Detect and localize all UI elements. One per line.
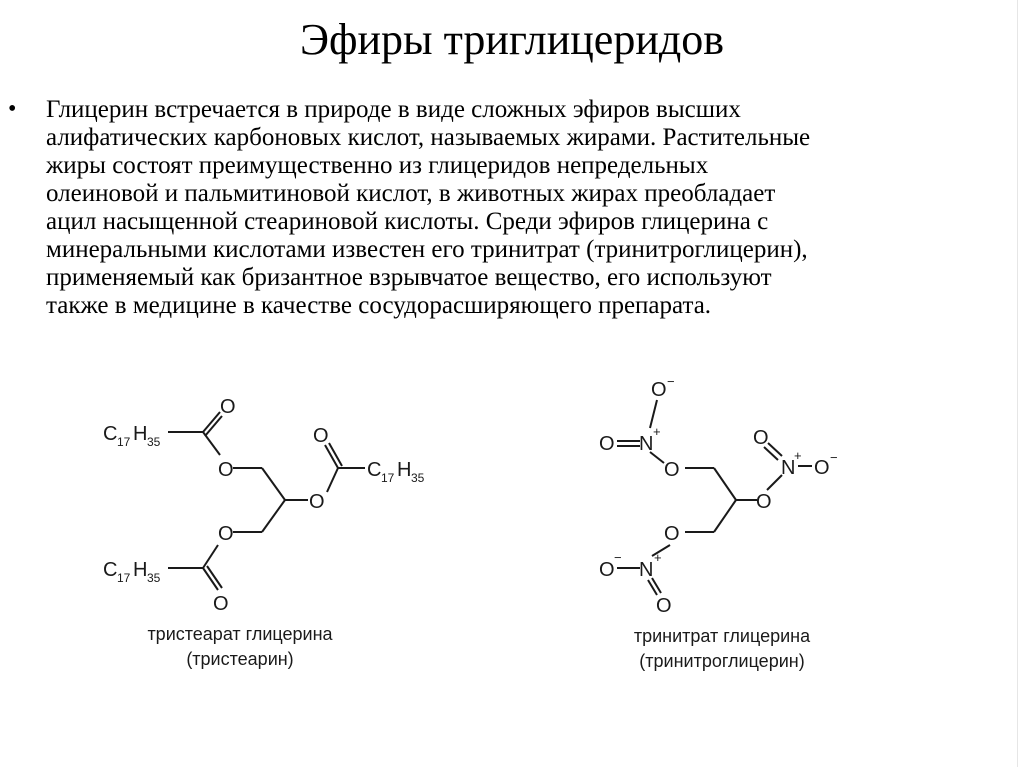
atom-label: O xyxy=(756,491,772,513)
paragraph-line: ацил насыщенной стеариновой кислоты. Среди эфиров глицерина с xyxy=(46,208,769,235)
atom-label: O xyxy=(599,433,615,455)
bullet-marker: • xyxy=(8,96,17,122)
atom-label: O xyxy=(651,379,667,401)
atom-label: H xyxy=(133,559,148,581)
tristearin-structure xyxy=(168,412,365,590)
charge-label: + xyxy=(654,550,662,565)
slide-title: Эфиры триглицеридов xyxy=(299,15,725,64)
trinitrate-caption xyxy=(592,624,852,674)
atom-label: O xyxy=(213,593,229,615)
charge-label: + xyxy=(794,448,802,463)
caption-line: тристеарат глицерина xyxy=(147,624,333,644)
paragraph-line: минеральными кислотами известен его тринитрат (тринитроглицерин), xyxy=(46,236,808,263)
atom-label: H xyxy=(133,423,148,445)
atom-subscript: 17 xyxy=(117,435,131,449)
atom-subscript: 35 xyxy=(411,471,425,485)
atom-label: O xyxy=(753,427,769,449)
atom-label: C xyxy=(367,459,382,481)
charge-label: − xyxy=(614,550,622,565)
atom-label: N xyxy=(639,559,654,581)
atom-label: H xyxy=(397,459,412,481)
atom-subscript: 35 xyxy=(147,435,161,449)
atom-label: N xyxy=(781,457,796,479)
atom-label: O xyxy=(664,523,680,545)
atom-label: O xyxy=(218,459,234,481)
charge-label: + xyxy=(653,424,661,439)
atom-label: C xyxy=(103,559,118,581)
tristearin-labels xyxy=(103,396,425,615)
atom-label: O xyxy=(599,559,615,581)
atom-subscript: 35 xyxy=(147,571,161,585)
atom-label: O xyxy=(814,457,830,479)
atom-label: C xyxy=(103,423,118,445)
charge-label: − xyxy=(667,374,675,389)
atom-subscript: 17 xyxy=(117,571,131,585)
atom-label: O xyxy=(656,595,672,617)
caption-line: тринитрат глицерина xyxy=(633,626,811,646)
caption-line: (тристеарин) xyxy=(186,649,294,669)
paragraph-line: Глицерин встречается в природе в виде сложных эфиров высших xyxy=(46,96,741,123)
atom-label: O xyxy=(664,459,680,481)
atom-label: O xyxy=(220,396,236,418)
paragraph-line: жиры состоят преимущественно из глицеридов непредельных xyxy=(46,152,709,179)
paragraph-line: применяемый как бризантное взрывчатое вещество, его используют xyxy=(46,264,772,291)
atom-subscript: 17 xyxy=(381,471,395,485)
atom-label: O xyxy=(309,491,325,513)
atom-label: O xyxy=(313,425,329,447)
atom-label: O xyxy=(218,523,234,545)
atom-label: N xyxy=(639,433,654,455)
paragraph-line: олеиновой и пальмитиновой кислот, в животных жирах преобладает xyxy=(46,180,776,207)
paragraph-line: алифатических карбоновых кислот, называемых жирами. Растительные xyxy=(46,124,811,151)
trinitrate-labels xyxy=(599,374,838,617)
caption-line: (тринитроглицерин) xyxy=(639,651,805,671)
charge-label: − xyxy=(830,450,838,465)
tristearin-caption xyxy=(110,622,370,672)
paragraph-line: также в медицине в качестве сосудорасширяющего препарата. xyxy=(46,292,712,319)
